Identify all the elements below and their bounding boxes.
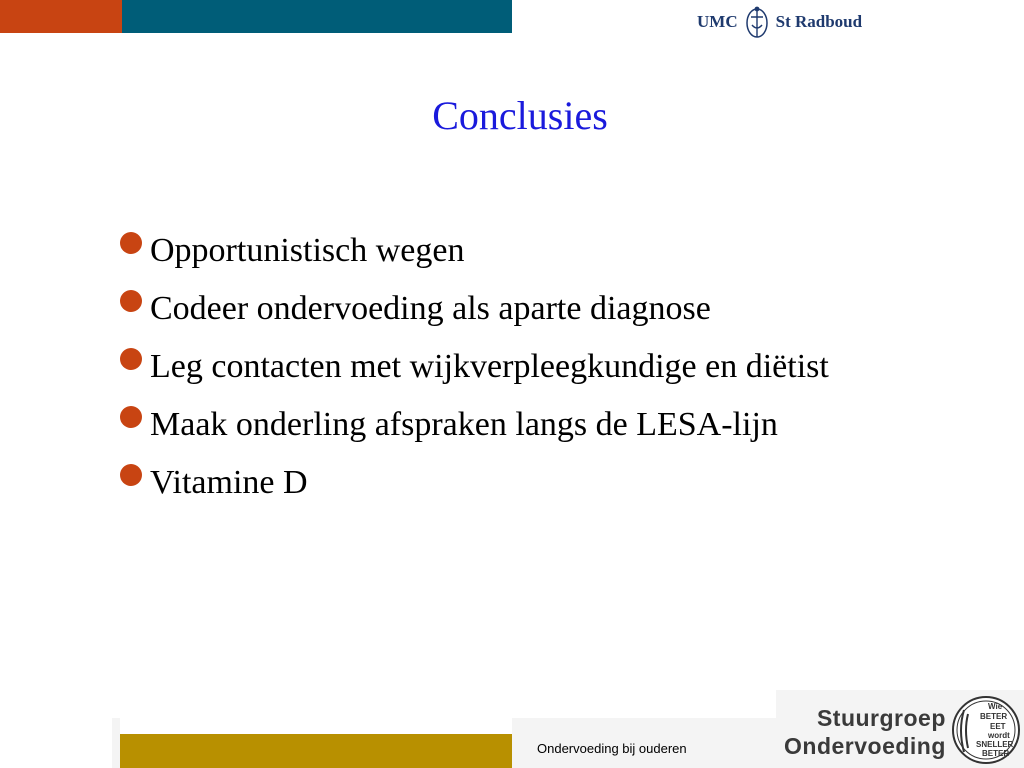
bullet-text: Opportunistisch wegen bbox=[150, 232, 465, 269]
stamp-text: BETER bbox=[982, 749, 1010, 758]
bullet-dot-icon bbox=[120, 464, 142, 486]
top-teal-bar bbox=[122, 0, 512, 33]
umc-st-radboud-logo bbox=[697, 4, 862, 40]
bullet-item bbox=[120, 460, 829, 518]
stamp-text: EET bbox=[990, 722, 1006, 731]
stamp-text: BETER bbox=[980, 712, 1008, 721]
bullet-item bbox=[120, 228, 829, 286]
umc-logo-text-left: UMC bbox=[697, 12, 738, 31]
bullet-dot-icon bbox=[120, 290, 142, 312]
stamp-text: wordt bbox=[988, 731, 1010, 740]
bullet-list bbox=[120, 228, 829, 518]
stuurgroep-ondervoeding-logo bbox=[776, 690, 1024, 768]
slide-title: Conclusies bbox=[432, 93, 608, 138]
footer-text: Ondervoeding bij ouderen bbox=[537, 741, 687, 756]
bullet-item bbox=[120, 344, 829, 402]
bullet-dot-icon bbox=[120, 348, 142, 370]
top-orange-bar bbox=[0, 0, 122, 33]
bullet-text: Maak onderling afspraken langs de LESA-lijn bbox=[150, 406, 778, 443]
bullet-text: Vitamine D bbox=[150, 464, 308, 501]
stamp-text: SNELLER bbox=[976, 740, 1014, 749]
bottom-left-light-bar bbox=[112, 718, 120, 768]
bullet-item bbox=[120, 286, 829, 344]
stuurgroep-logo-line1: Stuurgroep bbox=[816, 705, 946, 731]
bottom-gold-bar bbox=[120, 734, 512, 768]
beter-eet-stamp-icon bbox=[950, 694, 1022, 766]
bullet-dot-icon bbox=[120, 406, 142, 428]
bullet-text: Leg contacten met wijkverpleegkundige en diëtist bbox=[150, 348, 829, 385]
bullet-item bbox=[120, 402, 829, 460]
stamp-text: Wie bbox=[988, 702, 1003, 711]
stuurgroep-logo-line2: Ondervoeding bbox=[784, 733, 946, 759]
stuurgroep-logo-text bbox=[784, 704, 946, 760]
bullet-dot-icon bbox=[120, 232, 142, 254]
bullet-text: Codeer ondervoeding als aparte diagnose bbox=[150, 290, 711, 327]
umc-logo-text-right: St Radboud bbox=[775, 12, 863, 31]
seal-icon bbox=[744, 5, 770, 39]
